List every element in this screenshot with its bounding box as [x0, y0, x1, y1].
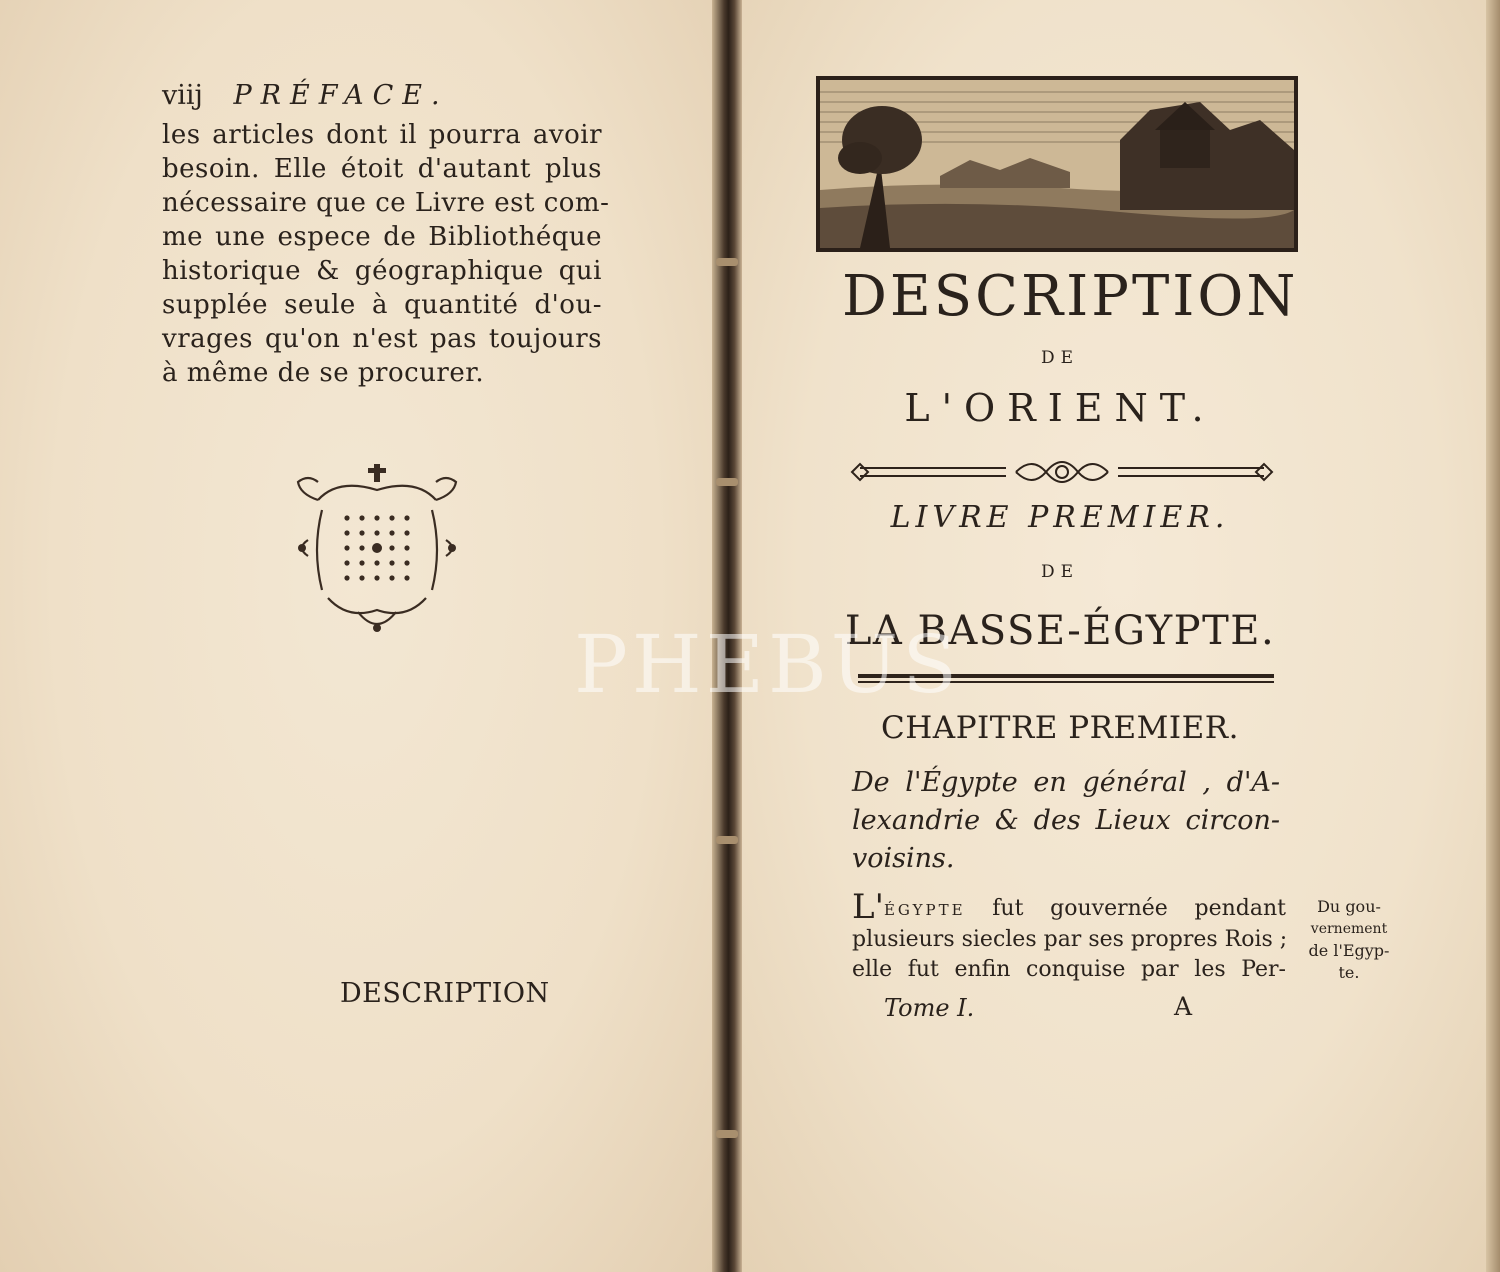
text-line: me une espece de Bibliothéque [162, 222, 602, 252]
catchword: DESCRIPTION [340, 978, 550, 1009]
page-edge [1486, 0, 1500, 1272]
watermark: PHEBUS [574, 618, 962, 711]
binding-stitch [716, 478, 738, 486]
signature-mark: A [1174, 992, 1193, 1021]
text-line: nécessaire que ce Livre est com- [162, 188, 610, 218]
text-line: supplée seule à quantité d'ou- [162, 290, 602, 320]
volume-label: Tome I. [884, 994, 975, 1022]
fleuron-ornament-icon [288, 460, 466, 638]
text-line: historique & géographique qui [162, 256, 602, 286]
body-line [852, 887, 1286, 927]
title-connector: DE [1040, 348, 1080, 368]
text-line: à même de se procurer. [162, 358, 485, 388]
binding-stitch [716, 258, 738, 266]
margin-note [1290, 896, 1408, 984]
region-connector: DE [1040, 562, 1080, 582]
landscape-engraving-icon [820, 80, 1294, 248]
body-line-rest: fut gouvernée pendant [992, 896, 1286, 921]
body-line: plusieurs siecles par ses propres Rois ; [852, 927, 1288, 952]
page-number: viij [162, 80, 203, 111]
main-title: DESCRIPTION [842, 264, 1299, 329]
margin-note-line: Du gou- [1317, 897, 1381, 916]
book-heading: LIVRE PREMIER. [890, 500, 1230, 535]
summary-line: voisins. [852, 843, 955, 874]
ornamental-rule-icon [846, 452, 1278, 492]
summary-line: lexandrie & des Lieux circon- [852, 805, 1280, 836]
chapter-body [852, 887, 1288, 985]
binding-stitch [716, 1130, 738, 1138]
preface-text [162, 118, 610, 390]
chapter-summary [852, 764, 1280, 878]
margin-note-line: de l'Egyp- [1308, 941, 1390, 960]
margin-note-line: te. [1338, 963, 1360, 982]
text-line: besoin. Elle étoit d'autant plus [162, 154, 602, 184]
body-line: elle fut enfin conquise par les Per- [852, 957, 1286, 982]
landscape-vignette [816, 76, 1298, 252]
running-title: PRÉFACE. [233, 80, 449, 111]
summary-line: De l'Égypte en général , d'A- [852, 767, 1280, 798]
chapter-heading: CHAPITRE PREMIER. [881, 710, 1239, 746]
text-line: vrages qu'on n'est pas toujours [162, 324, 602, 354]
small-caps-word: ÉGYPTE [883, 901, 966, 919]
running-head [162, 80, 449, 111]
text-line: les articles dont il pourra avoir [162, 120, 602, 150]
margin-note-line: vernement [1310, 921, 1388, 937]
title-subject: L'ORIENT. [904, 386, 1216, 430]
binding-stitch [716, 836, 738, 844]
region-heading: LA BASSE-ÉGYPTE. [844, 608, 1276, 654]
drop-cap: L' [852, 887, 884, 927]
